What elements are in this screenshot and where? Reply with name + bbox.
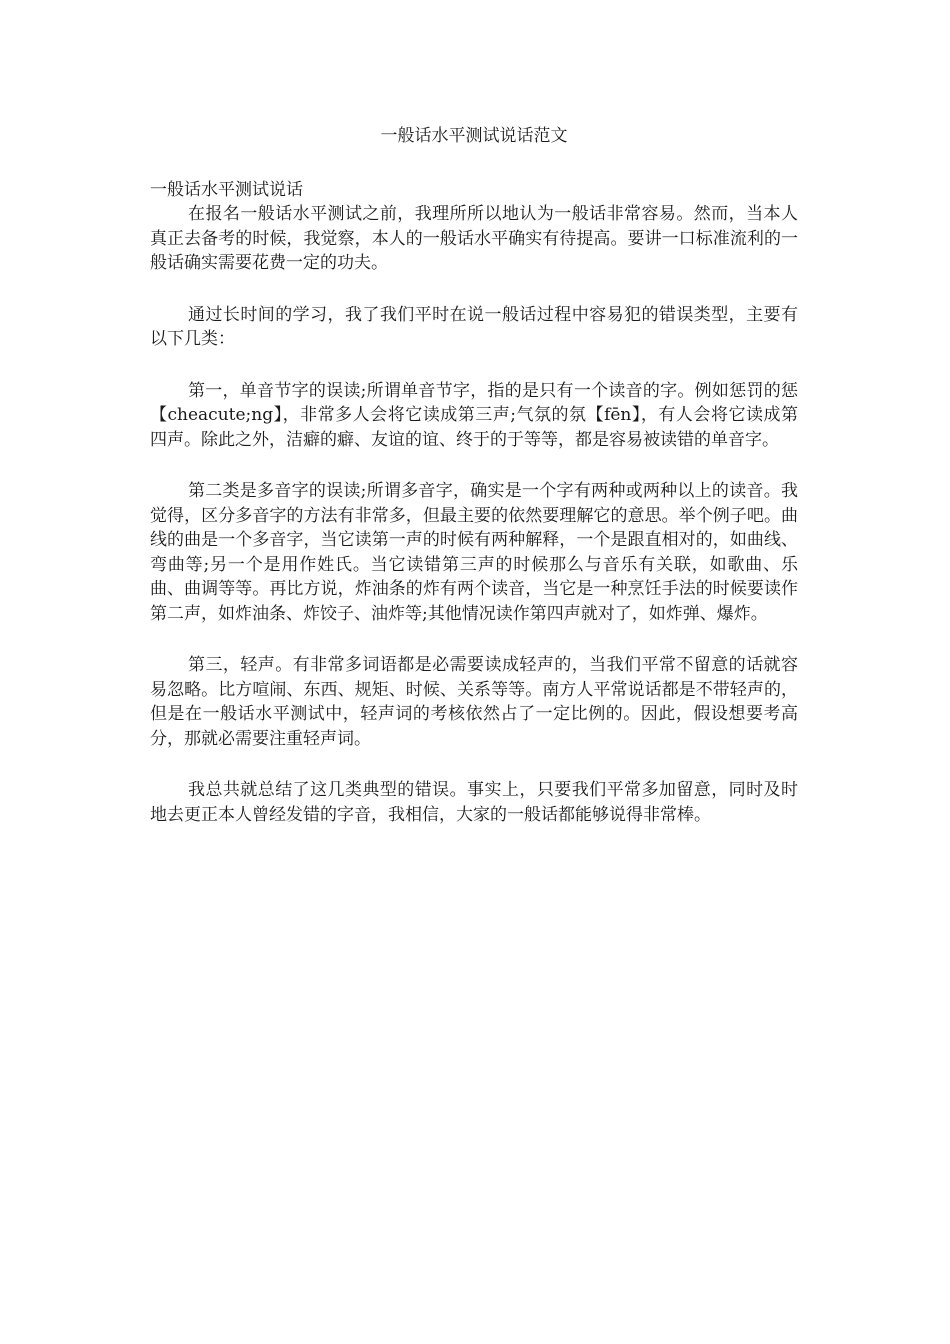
paragraph-polyphone: 第二类是多音字的误读;所谓多音字，确实是一个字有两种或两种以上的读音。我觉得，区分多音字的方法有非常多，但最主要的依然要理解它的意思。举个例子吧。曲线的曲是一个多音字，当它读第一声的时候有两种解释，一个是跟直相对的，如曲线、弯曲等;另一个是用作姓氏。当它读错第三声的时候那么与音乐有关联，如歌曲、乐曲、曲调等等。再比方说，炸油条的炸有两个读音，当它是一种烹饪手法的时候要读作第二声，如炸油条、炸饺子、油炸等;其他情况读作第四声就对了，如炸弹、爆炸。 <box>150 481 798 624</box>
paragraph-types: 通过长时间的学习，我了我们平时在说一般话过程中容易犯的错误类型，主要有以下几类： <box>150 304 798 349</box>
paragraph-intro: 在报名一般话水平测试之前，我理所所以地认为一般话非常容易。然而，当本人真正去备考的时候，我觉察，本人的一般话水平确实有待提高。要讲一口标准流利的一般话确实需要花费一定的功夫。 <box>150 204 798 273</box>
paragraph-conclusion: 我总共就总结了这几类典型的错误。事实上，只要我们平常多加留意，同时及时地去更正本人曾经发错的字音，我相信，大家的一般话都能够说得非常棒。 <box>150 780 798 825</box>
paragraph-neutral-tone: 第三，轻声。有非常多词语都是必需要读成轻声的，当我们平常不留意的话就容易忽略。比方喧闹、东西、规矩、时候、关系等等。南方人平常说话都是不带轻声的，但是在一般话水平测试中，轻声词的考核依然占了一定比例的。因此，假设想要考高分，那就必需要注重轻声词。 <box>150 655 798 749</box>
document-title: 一般话水平测试说话范文 <box>380 126 568 146</box>
document-page <box>150 124 798 854</box>
paragraph-single-tone: 第一，单音节字的误读;所谓单音节字，指的是只有一个读音的字。例如惩罚的惩【cheacute;ng】，非常多人会将它读成第三声;气氛的氛【fēn】，有人会将它读成第四声。除此之外，洁癖的癖、友谊的谊、终于的于等等，都是容易被读错的单音字。 <box>150 380 798 450</box>
document-subtitle: 一般话水平测试说话 <box>150 180 303 200</box>
